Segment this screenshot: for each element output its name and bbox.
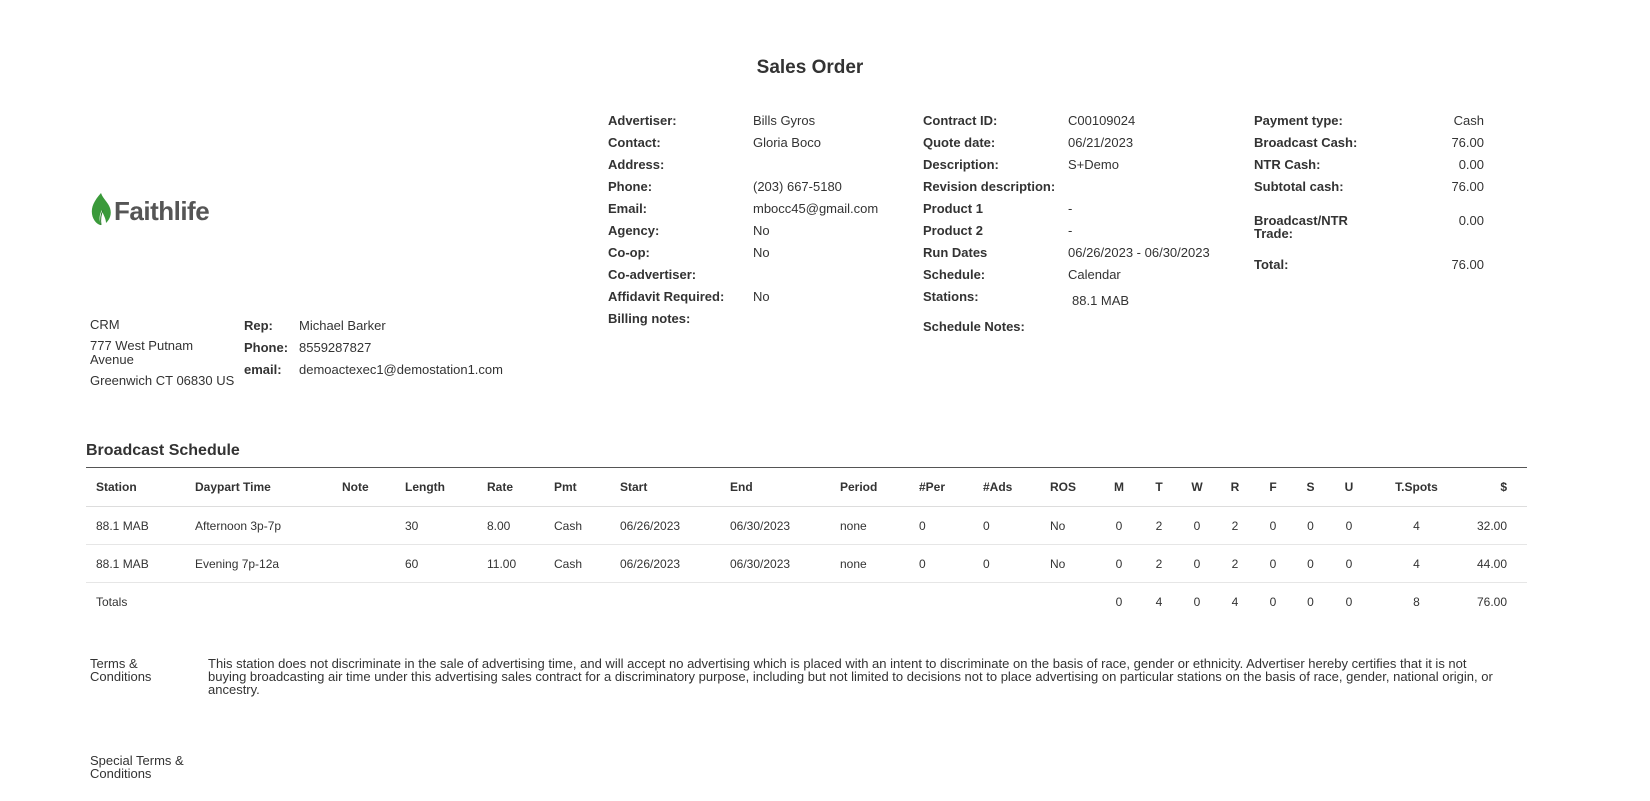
info-label: Phone:: [244, 340, 289, 355]
info-label: Schedule:: [923, 267, 986, 282]
info-value: Michael Barker: [299, 318, 386, 333]
info-value: S+Demo: [1068, 157, 1119, 172]
info-label: email:: [244, 362, 282, 377]
table-cell: 0: [1307, 594, 1314, 609]
column-header: Rate: [477, 468, 544, 507]
info-value: 0.00: [1458, 157, 1484, 172]
table-cell: 0: [1098, 507, 1140, 545]
table-cell: Totals: [96, 594, 128, 609]
info-row: [1254, 254, 1484, 276]
info-row: [608, 154, 878, 176]
table-row: [86, 507, 1527, 545]
info-label: Co-advertiser:: [608, 267, 697, 282]
info-label: Stations:: [923, 289, 979, 304]
info-row: [244, 340, 503, 362]
table-cell: 30: [395, 507, 477, 545]
info-value: 0.00: [1458, 213, 1484, 228]
column-header: Note: [332, 468, 395, 507]
table-cell: 0: [1098, 545, 1140, 583]
table-cell: 2: [1140, 545, 1178, 583]
table-cell: 8.00: [477, 507, 544, 545]
info-row: [608, 132, 878, 154]
info-label: Quote date:: [923, 135, 996, 150]
table-cell: 60: [395, 545, 477, 583]
table-cell: 4: [1155, 594, 1163, 609]
address-line: CRM: [90, 317, 120, 332]
info-row: [608, 176, 878, 198]
leaf-flame-icon: [90, 192, 112, 231]
table-cell: [909, 583, 973, 621]
column-header: F: [1254, 468, 1292, 507]
broadcast-schedule-title: Broadcast Schedule: [86, 442, 240, 459]
info-label: Product 1: [923, 201, 983, 216]
column-header: Daypart Time: [185, 468, 332, 507]
info-row: [923, 132, 1210, 154]
terms-label: Terms & Conditions: [90, 656, 152, 684]
info-row: [244, 362, 503, 384]
table-row: [86, 545, 1527, 583]
info-label: NTR Cash:: [1254, 157, 1321, 172]
info-row: [244, 318, 503, 340]
table-cell: 0: [973, 545, 1040, 583]
column-header: #Per: [909, 468, 973, 507]
table-cell: 0: [973, 507, 1040, 545]
info-value: demoactexec1@demostation1.com: [299, 362, 503, 377]
info-row: [923, 264, 1210, 286]
table-cell: 88.1 MAB: [86, 507, 185, 545]
info-value: -: [1068, 201, 1073, 216]
table-cell: 0: [1345, 594, 1353, 609]
table-cell: [395, 583, 477, 621]
address-line: 777 West Putnam Avenue: [90, 338, 194, 367]
table-cell: [544, 583, 610, 621]
info-row: [1254, 154, 1484, 176]
info-label: Broadcast/NTR Trade:: [1254, 213, 1348, 241]
company-logo: [90, 192, 209, 231]
column-header: U: [1329, 468, 1369, 507]
special-terms-label: Special Terms & Conditions: [90, 753, 184, 781]
table-cell: 0: [1254, 545, 1292, 583]
info-label: Email:: [608, 201, 648, 216]
column-header: $: [1464, 468, 1527, 507]
info-value: -: [1068, 223, 1073, 238]
info-label: Payment type:: [1254, 113, 1343, 128]
info-value: 06/26/2023 - 06/30/2023: [1068, 245, 1210, 260]
info-row: [1254, 132, 1484, 154]
info-row: [923, 286, 1210, 308]
table-cell: 0: [1292, 507, 1329, 545]
table-cell: 0: [1178, 507, 1216, 545]
table-cell: [973, 583, 1040, 621]
info-label: Broadcast Cash:: [1254, 135, 1358, 150]
table-cell: 0: [1254, 507, 1292, 545]
info-row: [923, 154, 1210, 176]
info-value: Gloria Boco: [753, 135, 821, 150]
column-header: ROS: [1040, 468, 1098, 507]
table-cell: 32.00: [1464, 507, 1527, 545]
info-row: [923, 110, 1210, 132]
info-label: Affidavit Required:: [608, 289, 725, 304]
info-row: [923, 316, 1210, 338]
column-header: M: [1098, 468, 1140, 507]
table-cell: Cash: [544, 507, 610, 545]
table-cell: Cash: [544, 545, 610, 583]
column-header: R: [1216, 468, 1254, 507]
table-cell: 8: [1413, 594, 1420, 609]
table-cell: [1040, 583, 1098, 621]
info-label: Subtotal cash:: [1254, 179, 1344, 194]
table-cell: 0: [909, 545, 973, 583]
station-address: [90, 318, 234, 395]
info-label: Advertiser:: [608, 113, 677, 128]
info-label: Billing notes:: [608, 311, 691, 326]
table-cell: [185, 583, 332, 621]
table-cell: 06/26/2023: [610, 507, 720, 545]
payment-info: [1254, 110, 1484, 276]
table-cell: 0: [1292, 545, 1329, 583]
table-cell: 76.00: [1476, 594, 1507, 609]
table-cell: [720, 583, 830, 621]
info-label: Phone:: [608, 179, 653, 194]
info-row: [608, 286, 878, 308]
table-cell: 0: [1329, 545, 1369, 583]
column-header: Period: [830, 468, 909, 507]
info-label: Contract ID:: [923, 113, 998, 128]
table-header-row: [86, 468, 1527, 507]
contract-info: [923, 110, 1210, 338]
table-cell: 0: [1269, 594, 1277, 609]
column-header: S: [1292, 468, 1329, 507]
info-row: [608, 110, 878, 132]
info-label: Revision description:: [923, 179, 1056, 194]
info-row: [608, 308, 878, 330]
info-row: [1254, 176, 1484, 198]
info-row: [923, 242, 1210, 264]
info-label: Run Dates: [923, 245, 988, 260]
info-label: Schedule Notes:: [923, 319, 1025, 334]
table-cell: No: [1040, 507, 1098, 545]
totals-row: [86, 583, 1527, 621]
info-value: Cash: [1453, 113, 1484, 128]
table-cell: 0: [909, 507, 973, 545]
table-cell: 44.00: [1464, 545, 1527, 583]
info-row: [1254, 210, 1484, 242]
table-cell: 0: [1115, 594, 1123, 609]
table-cell: [332, 583, 395, 621]
info-label: Agency:: [608, 223, 660, 238]
info-label: Total:: [1254, 257, 1289, 272]
terms-text: This station does not discriminate in the sale of advertising time, and will accept no advertising which is placed with an intent to discriminate on the basis of race, gender or ethnicity. Advertiser hereby certifies that it is not buying broadcasting air time under this advertising sales contract for a discriminatory purpose, including but not limited to decisions not to place advertising on particular stations on the basis of race, gender, national origin, or ancestry.: [208, 656, 1493, 697]
info-row: [1254, 110, 1484, 132]
table-cell: 0: [1178, 545, 1216, 583]
table-cell: 88.1 MAB: [86, 545, 185, 583]
table-cell: 2: [1216, 507, 1254, 545]
column-header: Station: [86, 468, 185, 507]
info-value: Bills Gyros: [753, 113, 816, 128]
column-header: End: [720, 468, 830, 507]
column-header: #Ads: [973, 468, 1040, 507]
info-label: Address:: [608, 157, 665, 172]
rep-info: [244, 318, 503, 384]
info-row: [608, 198, 878, 220]
table-cell: 0: [1193, 594, 1201, 609]
info-label: Product 2: [923, 223, 983, 238]
info-label: Co-op:: [608, 245, 650, 260]
info-value: 76.00: [1451, 257, 1484, 272]
column-header: W: [1178, 468, 1216, 507]
table-cell: [830, 583, 909, 621]
table-cell: [477, 583, 544, 621]
info-value: C00109024: [1068, 113, 1136, 128]
info-row: [608, 220, 878, 242]
info-row: [923, 176, 1210, 198]
table-cell: Afternoon 3p-7p: [185, 507, 332, 545]
info-value: No: [753, 289, 770, 304]
column-header: Start: [610, 468, 720, 507]
table-cell: none: [830, 545, 909, 583]
info-value: No: [753, 245, 770, 260]
table-cell: 4: [1231, 594, 1239, 609]
advertiser-info: [608, 110, 878, 330]
info-value: mbocc45@gmail.com: [753, 201, 879, 216]
info-row: [923, 220, 1210, 242]
column-header: Pmt: [544, 468, 610, 507]
table-cell: 06/26/2023: [610, 545, 720, 583]
table-cell: [332, 545, 395, 583]
table-cell: 0: [1329, 507, 1369, 545]
info-value: Calendar: [1068, 267, 1121, 282]
table-cell: No: [1040, 545, 1098, 583]
info-label: Contact:: [608, 135, 661, 150]
table-cell: 06/30/2023: [720, 507, 830, 545]
page-title: Sales Order: [756, 57, 864, 78]
column-header: T.Spots: [1369, 468, 1464, 507]
address-line: Greenwich CT 06830 US: [90, 373, 235, 388]
info-label: Rep:: [244, 318, 273, 333]
info-value: 8559287827: [299, 340, 372, 355]
table-cell: [610, 583, 720, 621]
info-value: 06/21/2023: [1068, 135, 1134, 150]
info-value: (203) 667-5180: [753, 179, 842, 194]
info-value: 76.00: [1451, 135, 1484, 150]
table-cell: [332, 507, 395, 545]
info-value: 76.00: [1451, 179, 1484, 194]
logo-text: Faithlife: [114, 196, 210, 226]
table-cell: none: [830, 507, 909, 545]
info-value: 88.1 MAB: [1072, 293, 1130, 308]
table-cell: 4: [1369, 507, 1464, 545]
column-header: T: [1140, 468, 1178, 507]
info-label: Description:: [923, 157, 999, 172]
info-row: [923, 198, 1210, 220]
info-value: No: [753, 223, 770, 238]
table-cell: 4: [1369, 545, 1464, 583]
info-row: [608, 242, 878, 264]
table-cell: 2: [1140, 507, 1178, 545]
info-row: [608, 264, 878, 286]
table-cell: 06/30/2023: [720, 545, 830, 583]
table-cell: 11.00: [477, 545, 544, 583]
table-cell: 2: [1216, 545, 1254, 583]
table-cell: Evening 7p-12a: [185, 545, 332, 583]
broadcast-schedule-table: [86, 467, 1527, 620]
column-header: Length: [395, 468, 477, 507]
